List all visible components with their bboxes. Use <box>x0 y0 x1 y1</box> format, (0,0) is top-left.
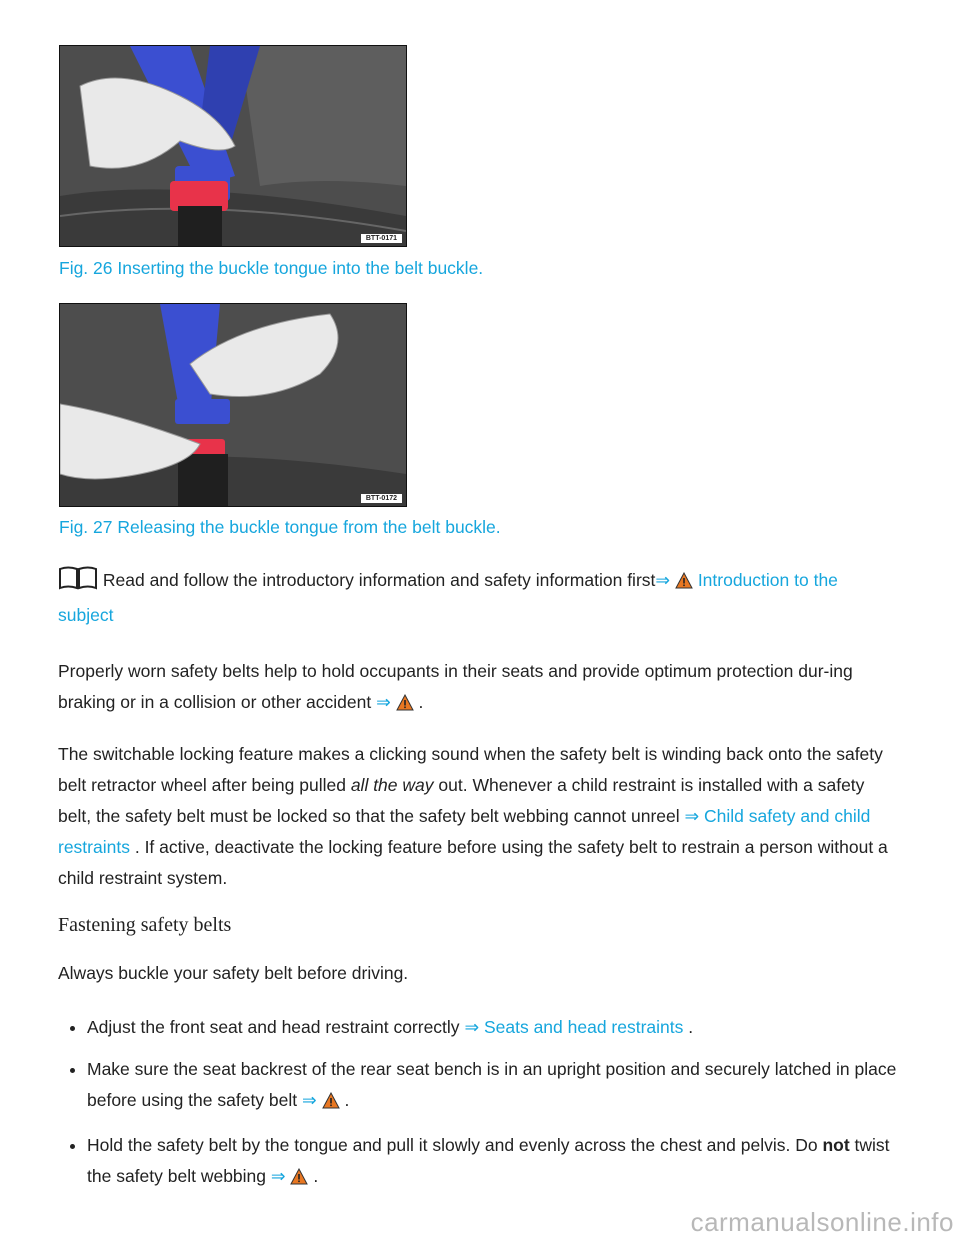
locking-paragraph <box>58 739 890 894</box>
section-intro: Always buckle your safety belt before driving. <box>58 963 409 983</box>
locking-text-c: . If active, deactivate the locking feature before using the safety belt to restrain a person without a child restraint system. <box>58 837 888 888</box>
bullet-icon <box>70 1144 75 1149</box>
warning-arrow[interactable]: ⇒ <box>302 1090 317 1110</box>
seats-link[interactable]: ⇒ Seats and head restraints <box>464 1017 684 1037</box>
warning-arrow[interactable]: ⇒ <box>270 1166 286 1186</box>
step-end: . <box>313 1166 319 1186</box>
section-heading: Fastening safety belts <box>58 914 232 936</box>
step-text-b: twist the safety belt webbing <box>87 1135 890 1186</box>
paragraph-end: . <box>418 692 424 712</box>
protection-text: Properly worn safety belts help to hold occupants in their seats and provide optimum protection dur-ing braking or in a collision or other accident <box>58 661 853 712</box>
list-item <box>58 1054 898 1119</box>
figure-code: BTT-0171 <box>361 234 402 243</box>
watermark: carmanualsonline.info <box>690 1207 954 1237</box>
step-text: Make sure the seat backrest of the rear seat bench is in an upright position and securely latched in place before using the safety belt <box>87 1059 897 1110</box>
bullet-icon <box>70 1068 75 1073</box>
protection-paragraph <box>58 656 890 721</box>
buckle-insert-illustration <box>60 46 406 246</box>
warning-icon[interactable] <box>290 1164 308 1195</box>
figure-caption: Fig. 26 Inserting the buckle tongue into the belt buckle. <box>59 258 484 278</box>
buckle-release-illustration <box>60 304 406 506</box>
step-end: . <box>688 1017 694 1037</box>
list-item <box>58 1012 898 1043</box>
step-text: Adjust the front seat and head restraint correctly <box>87 1017 460 1037</box>
warning-icon[interactable] <box>675 568 693 599</box>
warning-icon[interactable] <box>322 1088 340 1119</box>
locking-emphasis: all the way <box>350 775 434 795</box>
book-icon <box>58 566 98 600</box>
figure-code: BTT-0172 <box>361 494 402 503</box>
step-end: . <box>344 1090 350 1110</box>
intro-arrow[interactable]: ⇒ <box>655 570 671 590</box>
bullet-icon <box>70 1026 75 1031</box>
locking-text-b: out. Whenever a child restraint is installed with a safety belt, the safety belt must be locked so that the safety belt webbing cannot unreel <box>58 775 865 826</box>
list-item <box>58 1130 898 1195</box>
figure-buckle-insert <box>59 45 407 247</box>
intro-paragraph <box>58 565 890 631</box>
step-text: Hold the safety belt by the tongue and pull it slowly and evenly across the chest and pelvis. Do <box>87 1135 818 1155</box>
figure-caption: Fig. 27 Releasing the buckle tongue from the belt buckle. <box>59 517 501 537</box>
warning-arrow[interactable]: ⇒ <box>376 692 391 712</box>
locking-text-a: The switchable locking feature makes a clicking sound when the safety belt is winding back onto the safety belt retractor wheel after being pulled <box>58 744 883 795</box>
steps-list <box>58 1012 898 1206</box>
warning-icon[interactable] <box>396 690 414 721</box>
intro-link[interactable]: Introduction to the subject <box>58 570 838 625</box>
intro-text: Read and follow the introductory information and safety information first <box>102 570 656 590</box>
child-restraints-link[interactable]: ⇒ Child safety and child restraints <box>58 806 871 857</box>
step-bold: not <box>822 1135 850 1155</box>
figure-buckle-release <box>59 303 407 507</box>
